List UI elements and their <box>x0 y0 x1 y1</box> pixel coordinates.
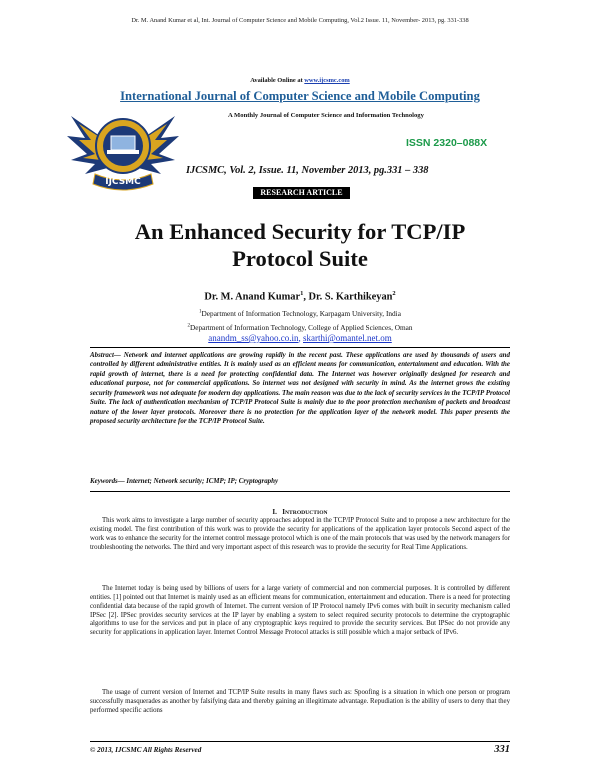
laptop-icon <box>111 136 135 150</box>
author-sep: , <box>303 291 309 303</box>
emails <box>0 333 600 343</box>
journal-website-link[interactable]: www.ijcsmc.com <box>304 77 350 84</box>
logo-text: IJCSMC <box>105 177 141 187</box>
abstract-top-rule <box>90 347 510 348</box>
email-1[interactable]: anandm_ss@yahoo.co.in <box>208 333 299 343</box>
article-type-badge: RESEARCH ARTICLE <box>253 187 350 199</box>
affiliation-1-text: Department of Information Technology, Karpagam University, India <box>201 309 401 318</box>
journal-subtitle: A Monthly Journal of Computer Science and Information Technology <box>228 112 424 119</box>
abstract: Abstract— Network and internet applications are growing rapidly in the recent past. These applications are used by thousands of users and controlled by different administrative entities. It is mainly used as an efficient means for communication, entertainment and education. With the rapid growth of internet, there is a need for protecting confidential data. The Internet was however originally designed for research and educational purpose, not for commercial applications. So internet was not designed with security in mind. As the internet grows the existing security framework was not adequate for modern day applications. The main reason was due to the lack of security services in the TCP/IP Protocol Suite. The lack of authentication mechanism of TCP/IP Protocol Suite is mainly due to the poor protection mechanism of packets and broadcast nature of the lower layer protocols. Moreover there is no protection for the application layer of the network model. This paper presents the proposed security architecture for the TCP/IP Protocol Suite. <box>90 351 510 426</box>
footer-copyright: © 2013, IJCSMC All Rights Reserved <box>90 746 202 754</box>
available-online <box>0 77 600 84</box>
journal-name: International Journal of Computer Science and Mobile Computing <box>120 89 480 103</box>
available-prefix: Available Online at <box>250 77 305 84</box>
section-title-initial: I <box>282 508 286 516</box>
affiliation-2-sup: 2 <box>187 323 190 329</box>
author-1-sup: 1 <box>300 290 304 297</box>
body-paragraph-1: This work aims to investigate a large number of security approaches adopted in the TCP/IP Protocol Suite and to propose a new architecture for the existing model. The first contribution of this work was to provide the security for applications of the application layer protocols Second aspect of the work was to enhance the security for the internet control message protocol which is one of the main protocols that was used by the network managers for troubleshooting the networks. The third and very important aspect of this research was to provide the security for Real Time Applications. <box>90 517 510 551</box>
authors <box>0 290 600 302</box>
issn: ISSN 2320–088X <box>406 137 488 149</box>
keywords-bottom-rule <box>90 491 510 492</box>
journal-logo <box>65 108 181 194</box>
section-number: I. <box>272 508 277 516</box>
body-paragraph-3: The usage of current version of Internet and TCP/IP Suite results in many flaws such as: Spoofing is a situation in which one person or program successfully masquerades as another by falsifying data and thereby gaining an illegitimate advantage. Repudiation is the ability of users to deny that they performed specific actions <box>90 689 510 714</box>
title-line-2: Protocol Suite <box>232 246 368 271</box>
affiliation-1-sup: 1 <box>199 309 202 315</box>
running-header: Dr. M. Anand Kumar et al, Int. Journal of Computer Science and Mobile Computing, Vol.2 Issue. 11, November- 2013, pg. 331-338 <box>131 17 469 24</box>
author-1: Dr. M. Anand Kumar <box>204 291 301 303</box>
affiliation-2 <box>0 323 600 332</box>
title-line-1: An Enhanced Security for TCP/IP <box>134 219 466 244</box>
email-separator: , <box>298 333 303 343</box>
section-title-rest: NTRODUCTION <box>285 510 328 516</box>
body-paragraph-2: The Internet today is being used by billions of users for a large variety of commercial and non commercial purposes. It is controlled by different entities. [1] pointed out that Internet is mainly used as an efficient means for communication, entertainment and education. There is a need for protecting confidential data because of the rapid growth of Internet. The current version of IP Protocol namely IPv6 comes with built in security mechanism called IPSec [2]. IPSec provides security services at the IP layer by enabling a system to select required security protocols to determine the cryptographic algorithms to use for the services and put in place of any cryptographic keys required to provide the security services. But IPSec do not provide any security for applications in application layer. Internet Control Message Protocol attacks is still possible which a major setback of IPv6. <box>90 585 510 637</box>
page-number: 331 <box>494 744 510 755</box>
affiliation-1 <box>0 309 600 318</box>
paper-title <box>0 218 600 272</box>
email-2[interactable]: skarthi@omantel.net.om <box>303 333 392 343</box>
section-heading <box>0 508 600 516</box>
keywords: Keywords— Internet; Network security; ICMP; IP; Cryptography <box>90 477 279 485</box>
affiliation-2-text: Department of Information Technology, College of Applied Sciences, Oman <box>189 323 413 332</box>
footer-rule <box>90 741 510 742</box>
author-2-sup: 2 <box>392 290 396 297</box>
author-2: Dr. S. Karthikeyan <box>308 291 393 303</box>
citation: IJCSMC, Vol. 2, Issue. 11, November 2013, pg.331 – 338 <box>186 165 429 176</box>
